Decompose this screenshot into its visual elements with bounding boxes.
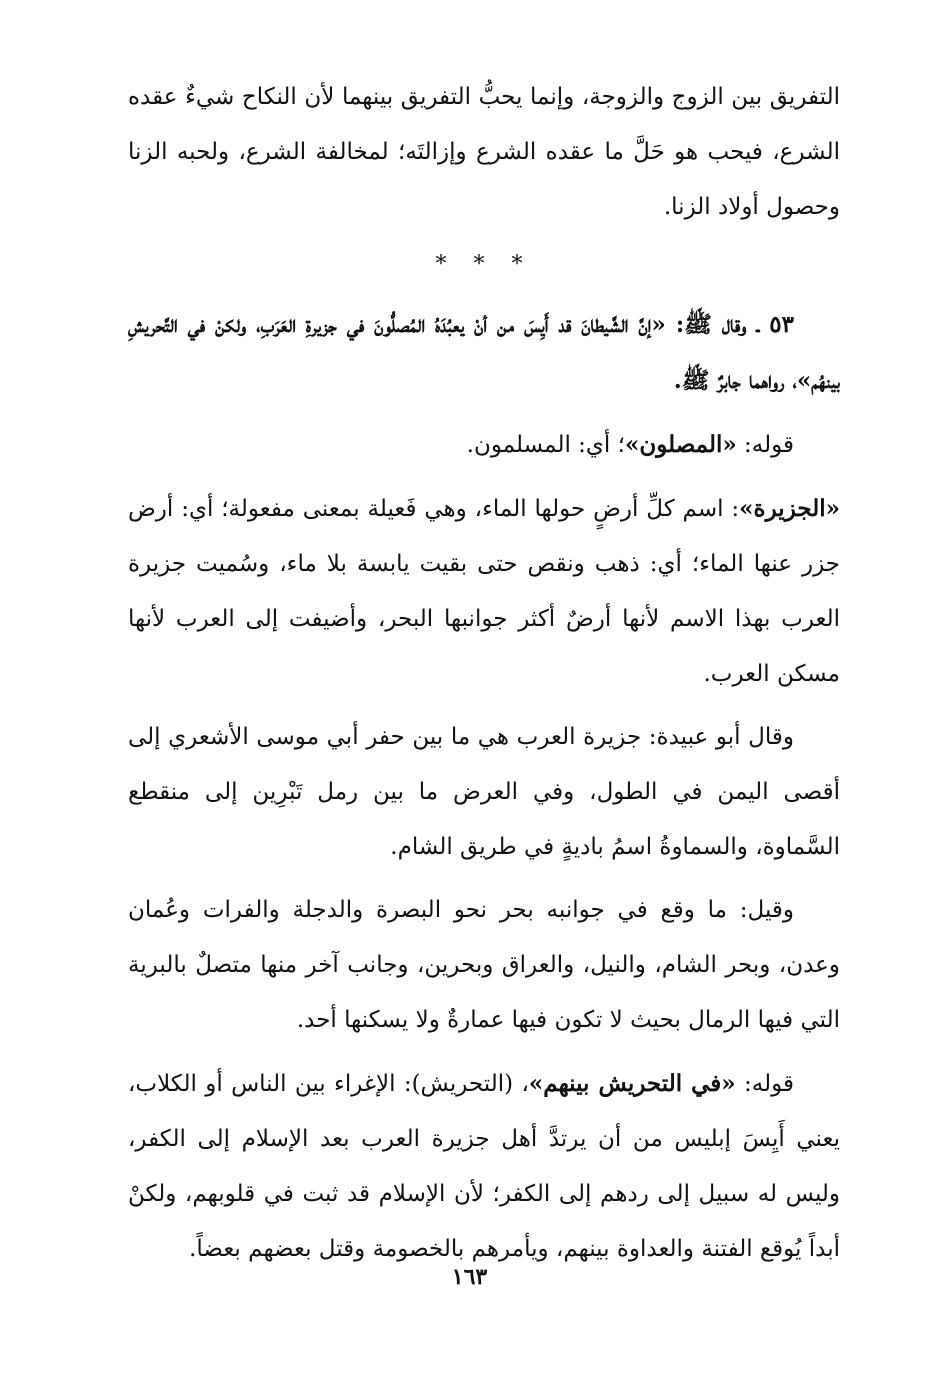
commentary-abu-ubaida: وقال أبو عبيدة: جزيرة العرب هي ما بين حفر أبي موسى الأشعري إلى أقصى اليمن في الطول، وفي العرض ما بين رمل تَبْرِين إلى منقطع السَّماوة، والسماوةُ اسمُ باديةٍ في طريق الشام.	[128, 724, 840, 860]
commentary-rest: : اسم كلِّ أرضٍ حولها الماء، وهي فَعيلة بمعنى مفعولة؛ أي: أرض جزر عنها الماء؛ أي: ذهب ونقص حتى بقيت يابسة بلا ماء، وسُميت جزيرة العرب بهذا الاسم لأنها أرضٌ أكثر جوانبها البحر، وأضيفت إلى العرب لأنها مسكن العرب.	[128, 496, 840, 687]
hadith-attribution: ، رواهما جابرٌ ﷺ.	[673, 367, 797, 394]
commentary-term: «المصلون»	[624, 431, 737, 458]
commentary-qila: وقيل: ما وقع في جوانبه بحر نحو البصرة والدجلة والفرات وعُمان وعدن، وبحر الشام، والنيل، والعراق وبحرين، وجانب آخر منها متصلٌ بالبرية التي فيها الرمال بحيث لا تكون فيها عمارةٌ ولا يسكنها أحد.	[128, 897, 840, 1033]
commentary-rest: ؛ أي: المسلمون.	[466, 432, 625, 458]
section-separator: * * *	[435, 252, 533, 277]
page-number: ١٦٣	[451, 1264, 488, 1290]
commentary-jazira	[128, 481, 840, 702]
commentary-rest: ، (التحريش): الإغراء بين الناس أو الكلاب، يعني أَيِسَ إبليس من أن يرتدَّ أهل جزيرة العرب بعد الإسلام إلى الكفر، وليس له سبيل إلى ردهم إلى الكفر؛ لأن الإسلام قد ثبت في قلوبهم، ولكنْ أبداً يُوقع الفتنة والعداوة بينهم، ويأمرهم بالخصومة وقتل بعضهم بعضاً.	[128, 1071, 840, 1262]
paragraph-intro: التفريق بين الزوج والزوجة، وإنما يحبُّ التفريق بينهما لأن النكاح شيءٌ عقده الشرع، فيحب هو حَلَّ ما عقده الشرع وإزالتَه؛ لمخالفة الشرع، ولحبه الزنا وحصول أولاد الزنا.	[128, 84, 840, 220]
commentary-lead: قوله:	[735, 1071, 794, 1097]
page-body	[128, 70, 840, 1277]
hadith-paragraph	[128, 297, 840, 409]
commentary-term: «في التحريش بينهم»	[528, 1070, 736, 1097]
commentary-term: «الجزيرة»	[739, 495, 840, 522]
commentary-musallun	[128, 417, 840, 473]
commentary-lead: قوله:	[736, 432, 794, 458]
hadith-text: ٥٣ ـ وقال ﷺ: «إنَّ الشَّيطانَ قد أَيِسَ من أنْ يعبُدَهُ المُصلُّونَ في جزيرةِ العَرَبِ، ولكنْ في التَّحريشِ بينهُم»	[128, 311, 840, 394]
commentary-tahrish	[128, 1056, 840, 1277]
